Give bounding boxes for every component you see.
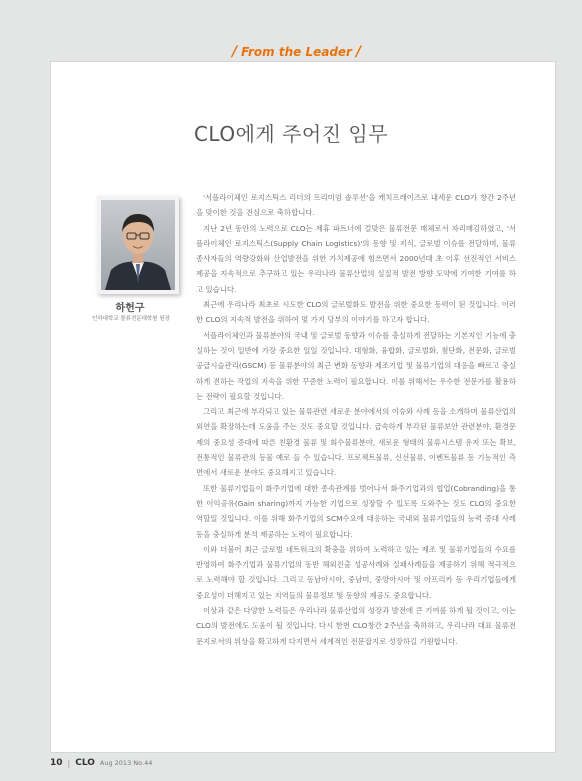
page-title: CLO에게 주어진 임무 — [193, 122, 389, 146]
paragraph: '서플라이체인 로지스틱스 리더의 프리미엄 솔루션'을 캐치프레이즈로 내세운 CLO가 창간 2주년을 맞이한 것을 진심으로 축하합니다. — [196, 193, 516, 218]
author-name: 하헌구 — [115, 303, 145, 314]
paragraph: 또한 물류기업들이 화주기업에 대한 종속관계를 벗어나서 화주기업과의 협업(Cobranding)을 통한 이익공유(Gain sharing)까지 가능한 기업으로 성장할 수 있도록 도와주는 것도 CLO의 중요한 역할일 것입니다. 이를 위해 화주기업의 SCM수요에 대응하는 국내외 물류기업들의 능력 증대 사례 등을 충실하게 분석 제공하는 노력이 필요합니다. — [196, 483, 516, 539]
paragraph: 이상과 같은 다양한 노력들은 우리나라 물류산업의 성장과 발전에 큰 기여를 하게 될 것이고, 이는 CLO의 발전에도 도움이 될 것입니다. 다시 한번 CLO창간 2주년을 축하하고, 우리나라 대표 물류전문지로서의 위상을 확고하게 다지면서 세계적인 전문잡지로 성장하길 기원합니다. — [196, 606, 516, 646]
paragraph: 최근에 우리나라 최초로 시도한 CLO의 글로벌화도 발전을 위한 중요한 동력이 된 것입니다. 이러한 CLO의 지속적 발전을 위하여 몇 가지 당부의 이야기를 하고자 합니다. — [196, 300, 516, 325]
page-number: 10 — [50, 758, 63, 768]
paragraph: 그리고 최근에 부각되고 있는 물류관련 새로운 분야에서의 이슈와 사례 등을 소개하며 물류산업의 외연을 확장하는데 도움을 주는 것도 중요할 것입니다. 급속하게 부각된 물류보안 관련분야, 환경문제의 중요성 증대에 따른 친환경 물류 및 회수물류분야, 새로운 형태의 물류시스템 유지 또는 확보, 전통적인 물류관의 등물 예로 들 수 있습니다. 프로젝트물류, 신선물류, 이벤트물류 등 기능적인 측면에서 새로운 분야도 중요해지고 있습니다. — [196, 407, 516, 478]
page-footer — [50, 756, 152, 770]
author-affiliation: 인하대학교 물류전문대학원 원장 — [92, 316, 170, 322]
section-tag-left-slash: / — [232, 44, 238, 60]
section-tag — [232, 44, 361, 60]
paragraph: 이와 더불어 최근 글로벌 네트워크의 확충을 위하여 노력하고 있는 제조 및 물류기업들의 수요를 반영하여 화주기업과 물류기업의 동반 해외진출 성공사례와 실패사례들을 제공하기 위해 적극적으로 노력해야 할 것입니다. 그리고 동남아시아, 중남미, 중앙아시아 및 아프리카 등 우리기업들에게 중요성이 더해지고 있는 지역들의 물류정보 및 동향의 제공도 중요합니다. — [196, 544, 516, 600]
footer-separator: | — [67, 758, 71, 768]
magazine-name: CLO — [75, 758, 95, 768]
author-portrait-icon — [101, 200, 175, 290]
paragraph: 서플라이체인과 물류분야의 국내 및 글로벌 동향과 이슈를 충실하게 전달하는 기본지인 기능에 충실하는 것이 일반에 가장 중요한 일일 것입니다. 대형화, 융합화, 글로벌화, 첨단화, 전문화, 글로벌 공급시슬관리(GSCM) 등 물류분야의 최근 변화 동향과 제조기업 및 물류기업의 대응을 빠르고 충실하게 전하는 작업의 지속을 위한 꾸준한 노력이 필요합니다. 이를 위해서는 우수한 전문가를 활용하는 전략이 필요할 것입니다. — [196, 330, 516, 401]
section-tag-label: From the Leader — [241, 45, 352, 59]
paragraph: 지난 2년 동안의 노력으로 CLO는 제휴 파트너에 걸맞은 물류전문 매체로서 자리매김하였고, '서플라이체인 로지스틱스(Supply Chain Logistics)'의 동향 및 지식, 글로벌 이슈를 전달하며, 물류 종사자들의 역량강화와 산업발전을 위한 가치제공에 힘쓰면서 2000년대 초 이후 선진적인 서비스 제공을 지속적으로 추구하고 있는 우리나라 물류산업의 실질적 발전 방향 도약에 기여한 기여를 하고 있습니다. — [196, 223, 516, 294]
issue-info: Aug 2013 No.44 — [99, 759, 153, 767]
author-photo — [97, 196, 179, 294]
section-tag-right-slash: / — [355, 44, 362, 60]
article-body — [196, 190, 516, 649]
